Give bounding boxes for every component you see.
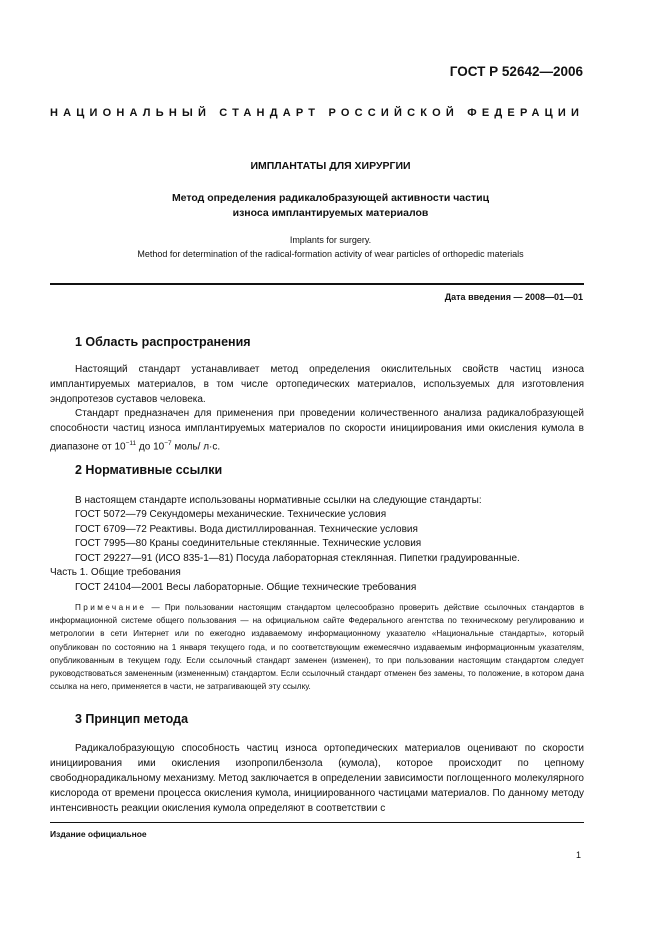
section-1-paragraph-2 — [50, 406, 584, 454]
paragraph-text: моль/ л·с. — [171, 441, 221, 453]
subtitle-line-1: Метод определения радикалобразующей активности частиц — [171, 192, 490, 204]
note-text: — При пользовании настоящим стандартом целесообразно проверить действие ссылочных стандартов в информационной системе общего пользования — на официальном сайте Федерального агентства по техническому регулированию и метрологии в сети Интернет или по ежегодно издаваемому информационному указателю «Национальные стандарты», который опубликован по состоянию на 1 января текущего года, и по соответствующим ежемесячно издаваемым информационным указателям, опубликованным в текущем году. Если ссылочный стандарт заменен (изменен), то при пользовании настоящим стандартом следует руководствоваться замененным (измененным) стандартом. Если ссылочный стандарт отменен без замены, то положение, в котором дана ссылка на него, применяется в части, не затрагивающей эту ссылку. — [50, 603, 584, 692]
note — [50, 601, 584, 693]
document-subtitle — [40, 191, 621, 221]
subtitle-line-2: износа имплантируемых материалов — [232, 207, 429, 219]
page-number: 1 — [575, 850, 581, 860]
footer-divider — [50, 822, 584, 823]
document-title: ИМПЛАНТАТЫ ДЛЯ ХИРУРГИИ — [250, 160, 411, 172]
introduction-date: Дата введения — 2008—01—01 — [444, 292, 583, 302]
reference-item: ГОСТ 24104—2001 Весы лабораторные. Общие технические требования — [75, 582, 417, 593]
paragraph-text: до 10 — [136, 441, 165, 453]
section-2-heading: 2 Нормативные ссылки — [75, 463, 223, 477]
edition-label: Издание официальное — [50, 829, 147, 839]
section-1-heading: 1 Область распространения — [75, 335, 251, 349]
divider — [50, 283, 584, 285]
exponent: −11 — [125, 440, 137, 447]
national-standard-banner: НАЦИОНАЛЬНЫЙ СТАНДАРТ РОССИЙСКОЙ ФЕДЕРАЦИИ — [50, 107, 585, 119]
section-3-paragraph-1: Радикалобразующую способность частиц износа ортопедических материалов оценивают по скорости инициирования ими окисления изопропилбензола (кумола), которое происходит по цепному свободнорадикальному механизму. Метод заключается в определении зависимости поглощенного молекулярного кислорода от времени процесса окисления кумола, инициированного частицами материалов. По данному методу интенсивность реакции окисления кумола определяют в соответствии с — [50, 743, 584, 814]
reference-item: ГОСТ 29227—91 (ИСО 835-1—81) Посуда лабораторная стеклянная. Пипетки градуированные. — [75, 553, 520, 564]
section-3-heading: 3 Принцип метода — [75, 712, 189, 726]
reference-item: ГОСТ 5072—79 Секундомеры механические. Технические условия — [75, 509, 387, 520]
english-title-2: Method for determination of the radical-formation activity of wear particles of orthopedic materials — [137, 249, 524, 259]
note-label: Примечание — [75, 603, 147, 612]
references-intro: В настоящем стандарте использованы нормативные ссылки на следующие стандарты: — [75, 495, 482, 506]
reference-item: ГОСТ 6709—72 Реактивы. Вода дистиллированная. Технические условия — [75, 524, 418, 535]
reference-item-continuation: Часть 1. Общие требования — [50, 567, 181, 578]
doc-number: ГОСТ Р 52642—2006 — [449, 64, 583, 79]
exponent: −7 — [164, 440, 172, 447]
section-1-paragraph-1: Настоящий стандарт устанавливает метод определения окислительных свойств частиц износа имплантируемых материалов, в том числе ортопедических материалов, используемых для изготовления эндопротезов суставов человека. — [50, 364, 584, 405]
english-title-1: Implants for surgery. — [289, 235, 372, 245]
paragraph-text: Стандарт предназначен для применения при проведении количественного анализа радикалобразующей способности частиц износа имплантируемых материалов по скорости инициирования ими окисления кумола в диапазоне от 10 — [50, 408, 584, 453]
reference-item: ГОСТ 7995—80 Краны соединительные стеклянные. Технические условия — [75, 538, 422, 549]
